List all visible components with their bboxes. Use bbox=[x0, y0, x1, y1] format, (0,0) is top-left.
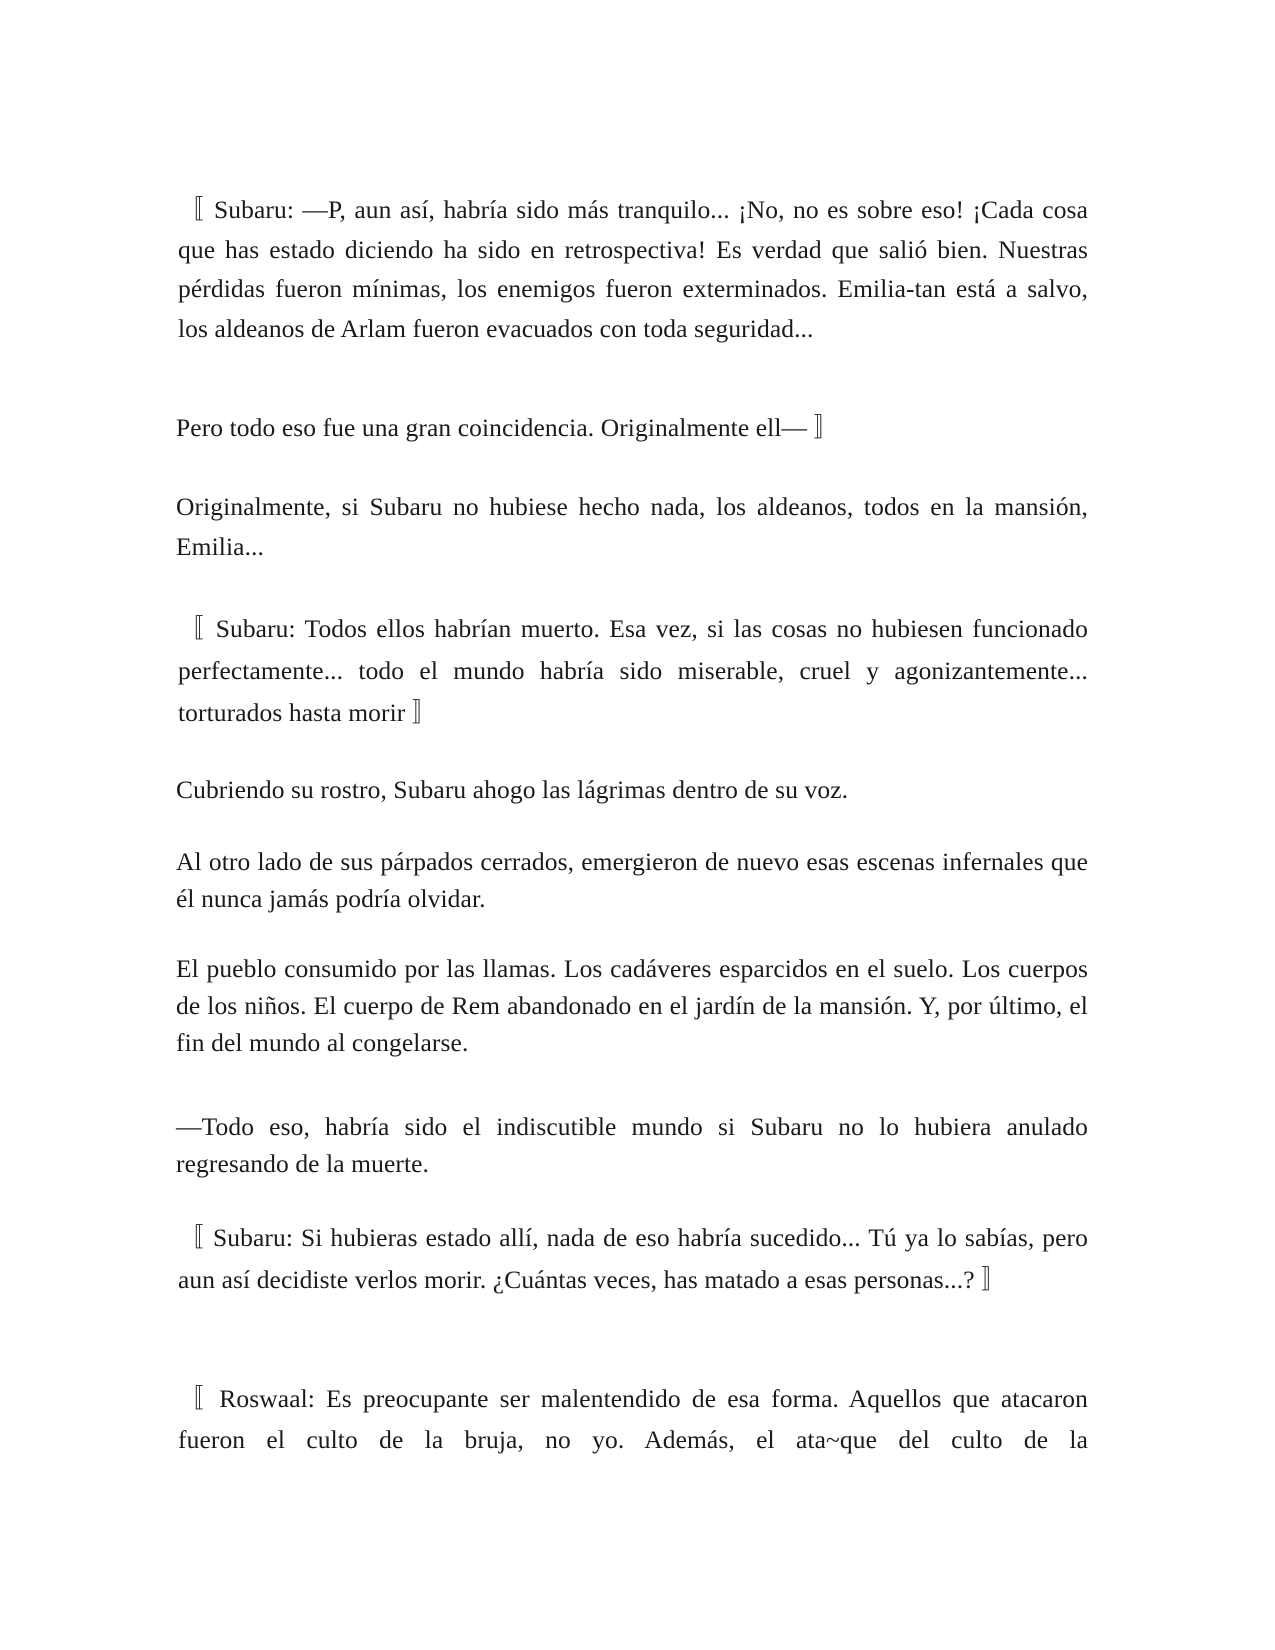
paragraph-narration-5: —Todo eso, habría sido el indiscutible mundo si Subaru no lo hubiera anulado regresando de la muerte. bbox=[176, 1112, 1088, 1178]
paragraph-subaru-dialog-2: 〚 Subaru: Todos ellos habrían muerto. Esa vez, si las cosas no hubiesen funcionado perfectamente... todo el mundo habría sido miserable, cruel y agonizantemente... torturados hasta morir 〛 bbox=[178, 614, 1088, 727]
paragraph-narration-3: Al otro lado de sus párpados cerrados, emergieron de nuevo esas escenas infernales que él nunca jamás podría olvidar. bbox=[176, 847, 1088, 913]
paragraph-roswaal-dialog: 〚 Roswaal: Es preocupante ser malentendido de esa forma. Aquellos que atacaron fueron el culto de la bruja, no yo. Además, el ata~que del culto de la bbox=[178, 1384, 1088, 1454]
paragraph-narration-1: Originalmente, si Subaru no hubiese hecho nada, los aldeanos, todos en la mansión, Emilia... bbox=[176, 492, 1088, 561]
paragraph-subaru-dialog-1: 〚 Subaru: —P, aun así, habría sido más tranquilo... ¡No, no es sobre eso! ¡Cada cosa que has estado diciendo ha sido en retrospectiva! Es verdad que salió bien. Nuestras pérdidas fueron mínimas, los enemigos fueron exterminados. Emilia-tan está a salvo, los aldeanos de Arlam fueron evacuados con toda seguridad... bbox=[178, 195, 1088, 343]
paragraph-dialog-continuation: Pero todo eso fue una gran coincidencia. Originalmente ell— 〛 bbox=[176, 413, 840, 442]
paragraph-narration-2: Cubriendo su rostro, Subaru ahogo las lágrimas dentro de su voz. bbox=[176, 775, 849, 804]
paragraph-subaru-dialog-3: 〚 Subaru: Si hubieras estado allí, nada de eso habría sucedido... Tú ya lo sabías, pero aun así decidiste verlos morir. ¿Cuántas veces, has matado a esas personas...? 〛 bbox=[178, 1223, 1088, 1294]
paragraph-narration-4: El pueblo consumido por las llamas. Los cadáveres esparcidos en el suelo. Los cuerpos de los niños. El cuerpo de Rem abandonado en el jardín de la mansión. Y, por último, el fin del mundo al congelarse. bbox=[176, 954, 1088, 1057]
